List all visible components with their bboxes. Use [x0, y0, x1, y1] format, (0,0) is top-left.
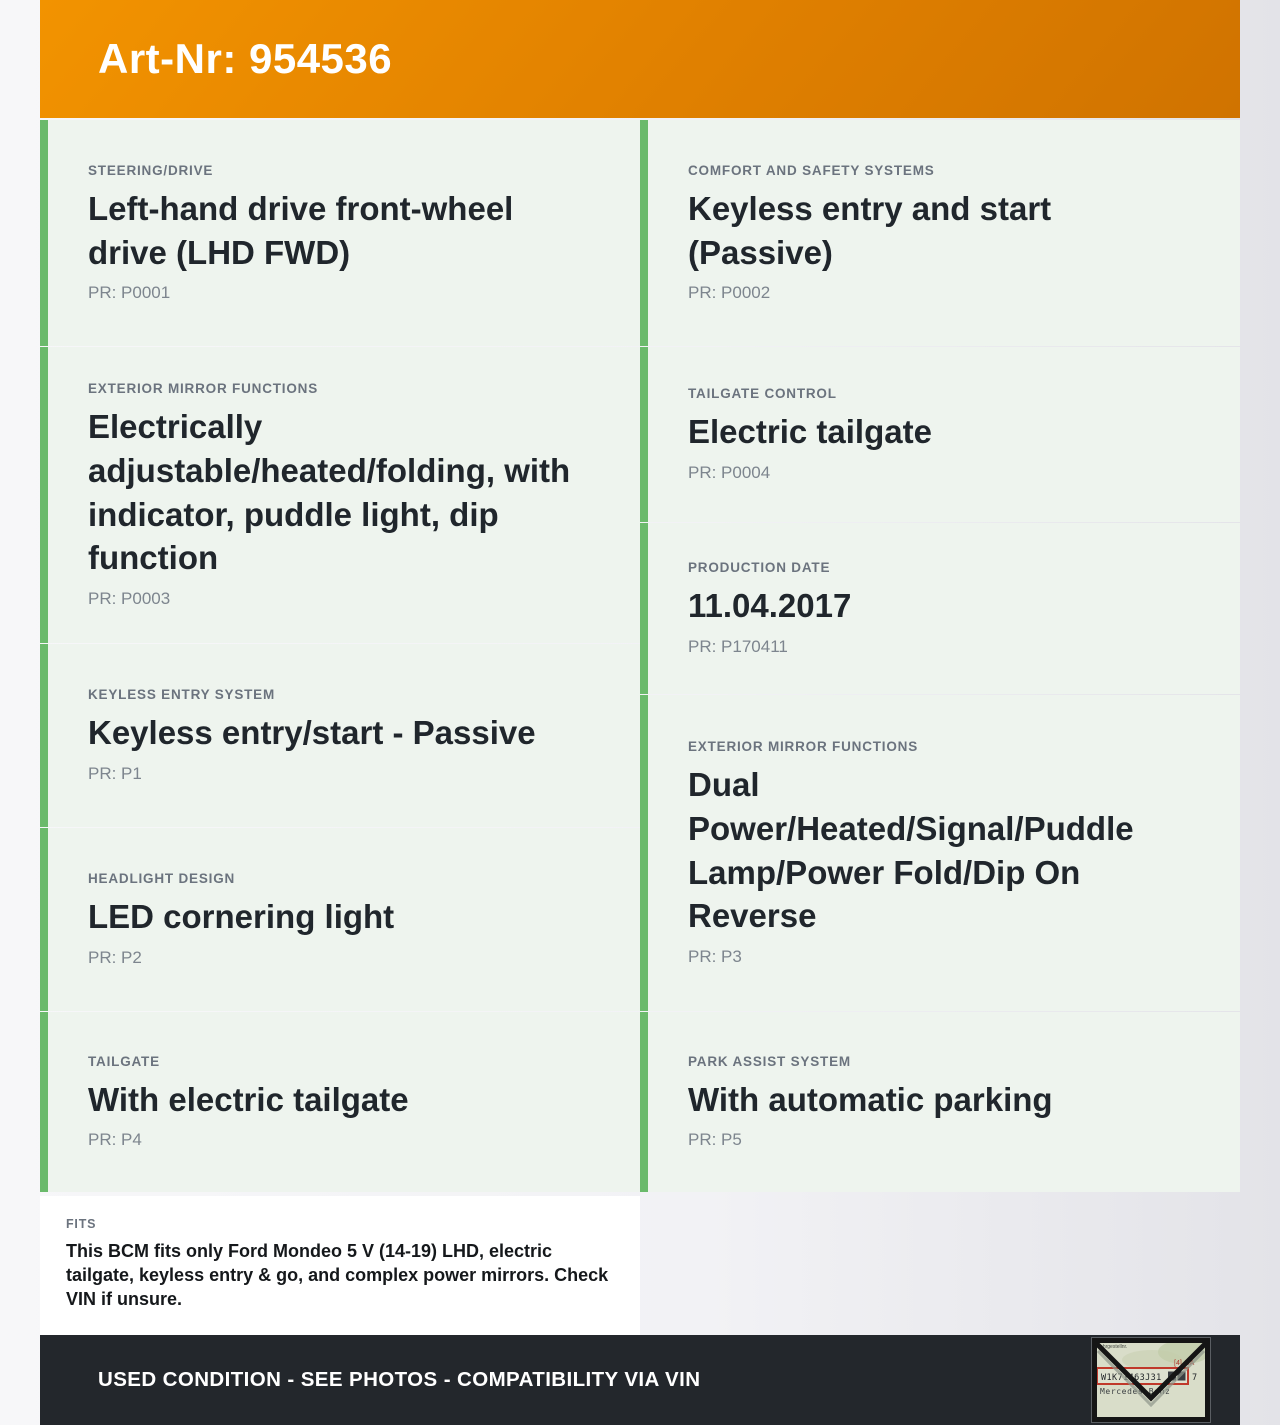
spec-card-title: LED cornering light: [88, 898, 395, 936]
spec-card: [40, 828, 640, 1011]
header: [40, 0, 1240, 118]
fits-text: This BCM fits only Ford Mondeo 5 V (14-19) LHD, electric tailgate, keyless entry & go, and complex power mirrors. Check VIN if unsure.: [66, 1241, 609, 1309]
page-title: Art-Nr: 954536: [98, 35, 393, 82]
spec-card-label: EXTERIOR MIRROR FUNCTIONS: [688, 739, 919, 755]
spec-card: [40, 1012, 640, 1192]
spec-card-pr-code: PR: P2: [88, 947, 142, 967]
spec-card-title: Keyless entry and start (Passive): [688, 189, 1052, 271]
spec-card-pr-code: PR: P4: [88, 1130, 142, 1150]
spec-card-pr-code: PR: P0003: [88, 588, 171, 608]
spec-card-label: EXTERIOR MIRROR FUNCTIONS: [88, 381, 319, 397]
spec-card-title: With electric tailgate: [88, 1080, 409, 1118]
spec-card: [640, 523, 1240, 694]
spec-card-pr-code: PR: P5: [688, 1130, 742, 1150]
spec-card-title: Electric tailgate: [688, 413, 932, 451]
spec-card-pr-code: PR: P1: [88, 763, 142, 783]
spec-card-label: PARK ASSIST SYSTEM: [688, 1053, 851, 1069]
spec-card: [640, 347, 1240, 522]
spec-grid: [40, 120, 1240, 1335]
spec-card-title: Electrically adjustable/heated/folding, with indicator, puddle light, dip function: [88, 408, 571, 577]
spec-card-pr-code: PR: P3: [688, 946, 742, 966]
spec-card-label: HEADLIGHT DESIGN: [88, 871, 236, 887]
spec-card-label: TAILGATE: [88, 1053, 160, 1069]
doc-field-label: Fahrgestellnr.: [1097, 1344, 1128, 1350]
doc-vin-suffix: 7: [1192, 1373, 1198, 1383]
spec-card-title: Dual Power/Heated/Signal/Puddle Lamp/Power Fold/Dip On Reverse: [688, 766, 1134, 935]
footer-condition-text: USED CONDITION - SEE PHOTOS - COMPATIBILITY VIA VIN: [98, 1368, 701, 1391]
spec-card: [40, 120, 640, 346]
doc-red-mark: [4] AiA: [1174, 1360, 1195, 1367]
spec-card-pr-code: PR: P0004: [688, 462, 771, 482]
spec-card: [640, 695, 1240, 1011]
spec-card-title: 11.04.2017: [688, 587, 852, 625]
spec-card-pr-code: PR: P0001: [88, 283, 171, 303]
footer-bar: [40, 1335, 1240, 1425]
spec-column-right: [640, 120, 1240, 1335]
fits-note: [40, 1196, 640, 1335]
spec-card: [640, 1012, 1240, 1192]
spec-card-label: COMFORT AND SAFETY SYSTEMS: [688, 162, 935, 178]
spec-card-title: Keyless entry/start - Passive: [88, 714, 536, 752]
spec-card-title: With automatic parking: [688, 1080, 1053, 1118]
spec-card-label: TAILGATE CONTROL: [688, 386, 837, 402]
spec-card: [40, 347, 640, 643]
spec-card-label: PRODUCTION DATE: [688, 560, 831, 576]
registration-document-image: [1092, 1338, 1210, 1422]
doc-brand-text: Mercedes-Benz: [1100, 1387, 1171, 1396]
doc-vin-text: W1K71463J31: [1101, 1373, 1162, 1383]
spec-column-left: [40, 120, 640, 1335]
spec-card-pr-code: PR: P0002: [688, 283, 771, 303]
registration-document-svg: [1092, 1338, 1210, 1422]
spec-card-title: Left-hand drive front-wheel drive (LHD FWD): [88, 189, 514, 271]
spec-card: [640, 120, 1240, 346]
spec-card-pr-code: PR: P170411: [688, 636, 788, 656]
spec-card-label: KEYLESS ENTRY SYSTEM: [88, 687, 276, 703]
spec-card-label: STEERING/DRIVE: [88, 162, 214, 178]
spec-card: [40, 644, 640, 827]
fits-label: FITS: [66, 1217, 97, 1231]
